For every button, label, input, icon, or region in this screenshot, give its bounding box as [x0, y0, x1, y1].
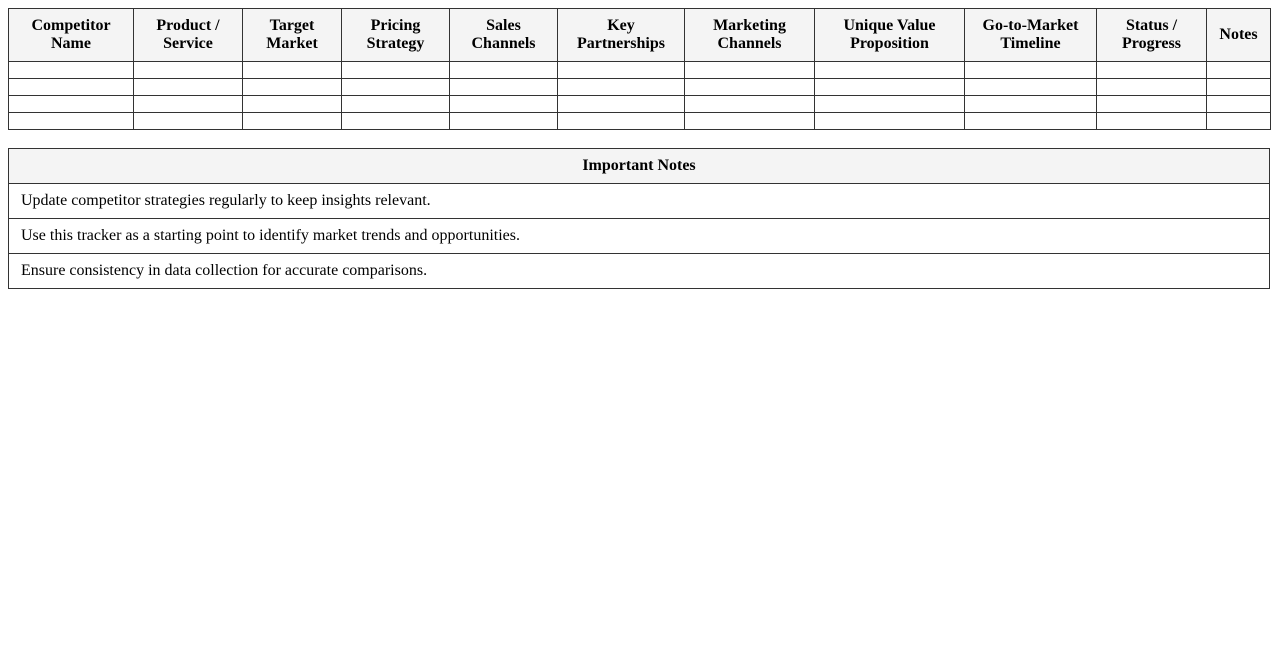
table-cell[interactable] — [1097, 96, 1207, 113]
table-cell[interactable] — [450, 62, 558, 79]
table-cell[interactable] — [342, 96, 450, 113]
important-notes-table — [8, 148, 1270, 289]
table-cell[interactable] — [342, 79, 450, 96]
table-cell[interactable] — [1207, 62, 1271, 79]
table-cell[interactable] — [685, 96, 815, 113]
table-cell[interactable] — [965, 62, 1097, 79]
note-row — [9, 219, 1270, 254]
table-cell[interactable] — [243, 62, 342, 79]
column-header-sales-channels: Sales Channels — [450, 9, 558, 62]
table-row — [9, 62, 1271, 79]
table-cell[interactable] — [134, 79, 243, 96]
table-cell[interactable] — [9, 96, 134, 113]
column-header-go-to-market-timeline: Go-to-Market Timeline — [965, 9, 1097, 62]
page-content — [8, 8, 1270, 289]
table-cell[interactable] — [9, 113, 134, 130]
table-row — [9, 96, 1271, 113]
notes-header-row — [9, 149, 1270, 184]
note-row — [9, 254, 1270, 289]
table-cell[interactable] — [965, 96, 1097, 113]
table-cell[interactable] — [1207, 79, 1271, 96]
table-cell[interactable] — [965, 79, 1097, 96]
table-cell[interactable] — [243, 113, 342, 130]
table-row — [9, 79, 1271, 96]
column-header-unique-value-proposition: Unique Value Proposition — [815, 9, 965, 62]
notes-title: Important Notes — [9, 149, 1270, 184]
table-cell[interactable] — [1097, 79, 1207, 96]
table-cell[interactable] — [815, 62, 965, 79]
competitor-tracker-table — [8, 8, 1271, 130]
table-cell[interactable] — [685, 79, 815, 96]
table-cell[interactable] — [965, 113, 1097, 130]
column-header-notes: Notes — [1207, 9, 1271, 62]
note-row — [9, 184, 1270, 219]
table-cell[interactable] — [9, 62, 134, 79]
table-cell[interactable] — [815, 113, 965, 130]
table-cell[interactable] — [558, 62, 685, 79]
table-cell[interactable] — [558, 113, 685, 130]
table-cell[interactable] — [558, 96, 685, 113]
note-item: Use this tracker as a starting point to identify market trends and opportunities. — [9, 219, 1270, 254]
note-item: Update competitor strategies regularly to keep insights relevant. — [9, 184, 1270, 219]
column-header-pricing-strategy: Pricing Strategy — [342, 9, 450, 62]
table-cell[interactable] — [134, 113, 243, 130]
column-header-key-partnerships: Key Partnerships — [558, 9, 685, 62]
table-cell[interactable] — [815, 79, 965, 96]
table-cell[interactable] — [685, 113, 815, 130]
column-header-status-progress: Status / Progress — [1097, 9, 1207, 62]
table-cell[interactable] — [342, 62, 450, 79]
table-cell[interactable] — [450, 79, 558, 96]
table-cell[interactable] — [1207, 113, 1271, 130]
table-cell[interactable] — [1207, 96, 1271, 113]
table-cell[interactable] — [1097, 62, 1207, 79]
table-cell[interactable] — [134, 96, 243, 113]
table-cell[interactable] — [134, 62, 243, 79]
header-row — [9, 9, 1271, 62]
column-header-product-service: Product / Service — [134, 9, 243, 62]
note-item: Ensure consistency in data collection for accurate comparisons. — [9, 254, 1270, 289]
table-cell[interactable] — [9, 79, 134, 96]
table-cell[interactable] — [815, 96, 965, 113]
table-cell[interactable] — [685, 62, 815, 79]
table-cell[interactable] — [243, 79, 342, 96]
column-header-competitor-name: Competitor Name — [9, 9, 134, 62]
table-cell[interactable] — [1097, 113, 1207, 130]
column-header-marketing-channels: Marketing Channels — [685, 9, 815, 62]
table-cell[interactable] — [450, 96, 558, 113]
table-cell[interactable] — [450, 113, 558, 130]
table-cell[interactable] — [342, 113, 450, 130]
table-cell[interactable] — [558, 79, 685, 96]
column-header-target-market: Target Market — [243, 9, 342, 62]
table-row — [9, 113, 1271, 130]
table-cell[interactable] — [243, 96, 342, 113]
